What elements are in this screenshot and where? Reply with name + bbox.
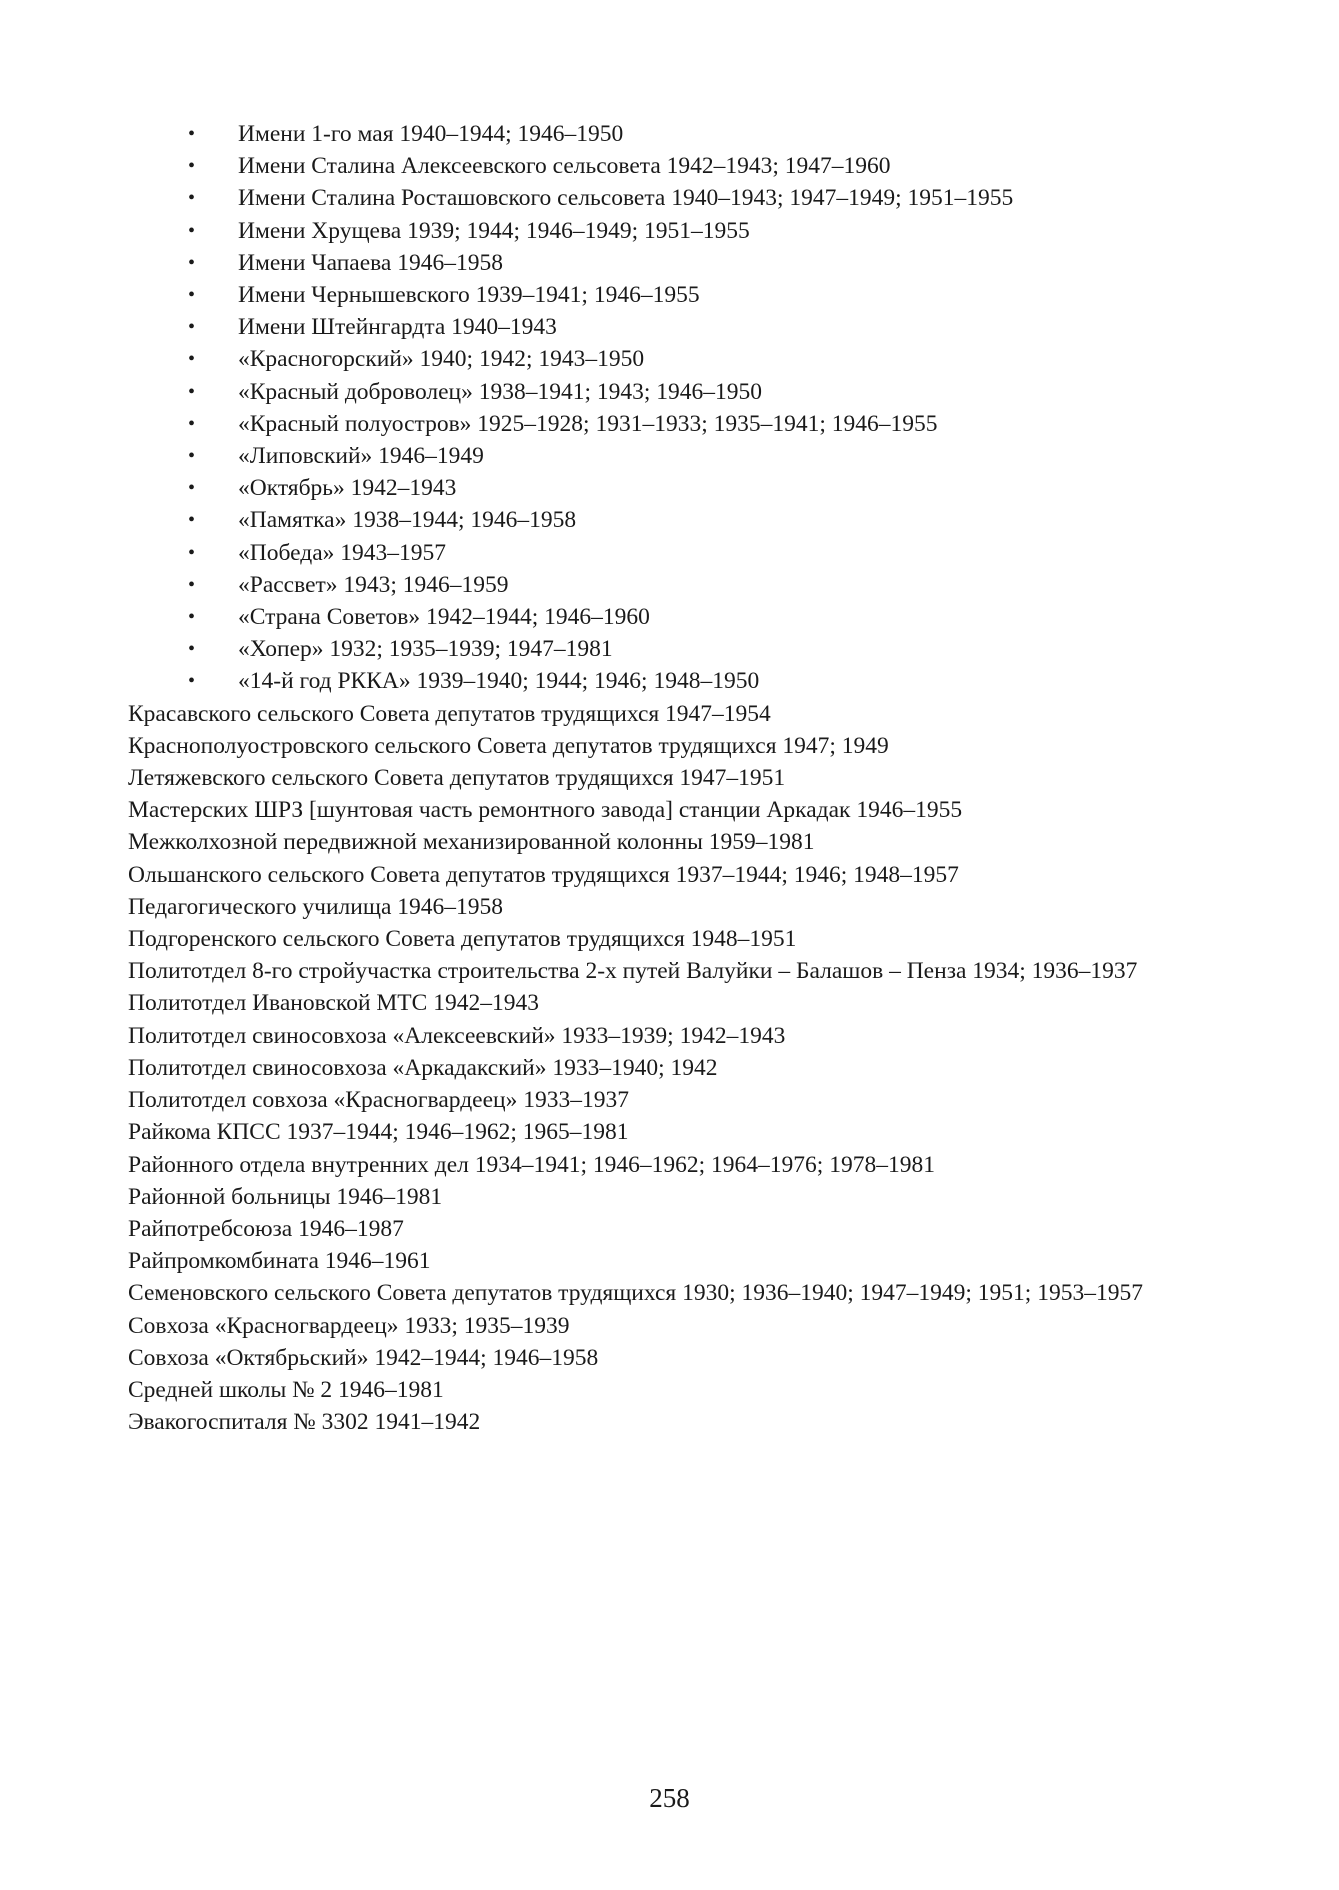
list-entry: Совхоза «Октябрьский» 1942–1944; 1946–1958	[128, 1344, 599, 1371]
bullet-icon: •	[188, 509, 196, 532]
bullet-item	[188, 376, 1220, 408]
list-entry: Подгоренского сельского Совета депутатов трудящихся 1948–1951	[128, 926, 797, 953]
bullet-icon: •	[188, 445, 196, 468]
bullet-item	[188, 343, 1220, 375]
bullet-item-text: Имени Сталина Алексеевского сельсовета 1942–1943; 1947–1960	[238, 153, 891, 180]
list-entry: Районного отдела внутренних дел 1934–1941; 1946–1962; 1964–1976; 1978–1981	[128, 1151, 935, 1178]
bullet-item	[188, 601, 1220, 633]
bullet-icon: •	[188, 606, 196, 629]
bullet-icon: •	[188, 284, 196, 307]
bullet-item-text: «Липовский» 1946–1949	[238, 443, 484, 470]
bullet-item-text: Имени Чернышевского 1939–1941; 1946–1955	[238, 282, 700, 309]
bullet-item	[188, 440, 1220, 472]
list-entry: Политотдел Ивановской МТС 1942–1943	[128, 990, 539, 1017]
bullet-icon: •	[188, 316, 196, 339]
bullet-icon: •	[188, 219, 196, 242]
bullet-item-text: «Страна Советов» 1942–1944; 1946–1960	[238, 604, 650, 631]
bullet-item-text: Имени Чапаева 1946–1958	[238, 249, 503, 276]
bullet-icon: •	[188, 541, 196, 564]
list-entry: Межколхозной передвижной механизированной колонны 1959–1981	[128, 829, 815, 856]
list-entry: Красавского сельского Совета депутатов трудящихся 1947–1954	[128, 700, 771, 727]
bullet-item	[188, 311, 1220, 343]
bullet-item	[188, 537, 1220, 569]
bullet-item-text: «Красный полуостров» 1925–1928; 1931–1933; 1935–1941; 1946–1955	[238, 410, 938, 437]
bullet-item-text: Имени Сталина Росташовского сельсовета 1940–1943; 1947–1949; 1951–1955	[238, 185, 1014, 212]
bullet-icon: •	[188, 251, 196, 274]
page-body	[128, 118, 1220, 1438]
bullet-icon: •	[188, 155, 196, 178]
bullet-item-text: «Красногорский» 1940; 1942; 1943–1950	[238, 346, 645, 373]
bullet-icon: •	[188, 380, 196, 403]
list-entry: Райпотребсоюза 1946–1987	[128, 1215, 404, 1242]
bullet-item-text: «Рассвет» 1943; 1946–1959	[238, 571, 509, 598]
bullet-item	[188, 247, 1220, 279]
bullet-item-text: Имени Хрущева 1939; 1944; 1946–1949; 1951–1955	[238, 217, 750, 244]
bullet-item	[188, 408, 1220, 440]
bullet-item	[188, 182, 1220, 214]
bullet-icon: •	[188, 573, 196, 596]
list-entry: Совхоза «Красногвардеец» 1933; 1935–1939	[128, 1312, 570, 1339]
bullet-item	[188, 633, 1220, 665]
list-entry: Райкома КПСС 1937–1944; 1946–1962; 1965–1981	[128, 1119, 629, 1146]
bullet-item-text: «Октябрь» 1942–1943	[238, 475, 457, 502]
bullet-icon: •	[188, 412, 196, 435]
bullet-item	[188, 504, 1220, 536]
bullet-icon: •	[188, 348, 196, 371]
bullet-icon: •	[188, 123, 196, 145]
list-entry: Педагогического училища 1946–1958	[128, 893, 504, 920]
bullet-item	[188, 150, 1220, 182]
bullet-item-text: «Победа» 1943–1957	[238, 539, 447, 566]
bullet-item	[188, 279, 1220, 311]
bullet-item	[188, 215, 1220, 247]
bullet-icon: •	[188, 477, 196, 500]
bullet-item-text: «Хопер» 1932; 1935–1939; 1947–1981	[238, 636, 613, 663]
bullet-item-text: «Памятка» 1938–1944; 1946–1958	[238, 507, 577, 534]
list-entry: Районной больницы 1946–1981	[128, 1183, 443, 1210]
list-entry: Политотдел свиносовхоза «Алексеевский» 1933–1939; 1942–1943	[128, 1022, 786, 1049]
bullet-icon: •	[188, 638, 196, 661]
bullet-item-text: Имени 1-го мая 1940–1944; 1946–1950	[238, 121, 624, 147]
page-number: 258	[649, 1783, 690, 1813]
bullet-item	[188, 472, 1220, 504]
bullet-item	[188, 118, 1220, 150]
bullet-item-text: Имени Штейнгардта 1940–1943	[238, 314, 557, 341]
bullet-item-text: «14-й год РККА» 1939–1940; 1944; 1946; 1948–1950	[238, 668, 760, 695]
entry-list	[128, 698, 1220, 1439]
list-entry: Политотдел 8-го стройучастка строительства 2-х путей Валуйки – Балашов – Пенза 1934; 1936–1937	[128, 958, 1138, 985]
list-entry: Райпромкомбината 1946–1961	[128, 1248, 431, 1275]
bullet-icon: •	[188, 187, 196, 210]
list-entry: Эвакогоспиталя № 3302 1941–1942	[128, 1409, 481, 1436]
list-entry: Средней школы № 2 1946–1981	[128, 1376, 444, 1403]
bullet-item	[188, 665, 1220, 697]
list-entry: Политотдел совхоза «Красногвардеец» 1933–1937	[128, 1087, 629, 1114]
list-entry: Ольшанского сельского Совета депутатов трудящихся 1937–1944; 1946; 1948–1957	[128, 861, 959, 888]
list-entry: Летяжевского сельского Совета депутатов трудящихся 1947–1951	[128, 765, 786, 792]
bullet-item	[188, 569, 1220, 601]
list-entry: Краснополуостровского сельского Совета депутатов трудящихся 1947; 1949	[128, 732, 889, 759]
list-entry: Семеновского сельского Совета депутатов трудящихся 1930; 1936–1940; 1947–1949; 1951; 1953–1957	[128, 1280, 1143, 1307]
bullet-item-text: «Красный доброволец» 1938–1941; 1943; 1946–1950	[238, 378, 763, 405]
bullet-list	[128, 118, 1220, 698]
list-entry: Мастерских ШРЗ [шунтовая часть ремонтного завода] станции Аркадак 1946–1955	[128, 797, 963, 824]
list-entry: Политотдел свиносовхоза «Аркадакский» 1933–1940; 1942	[128, 1054, 718, 1081]
bullet-icon: •	[188, 670, 196, 693]
